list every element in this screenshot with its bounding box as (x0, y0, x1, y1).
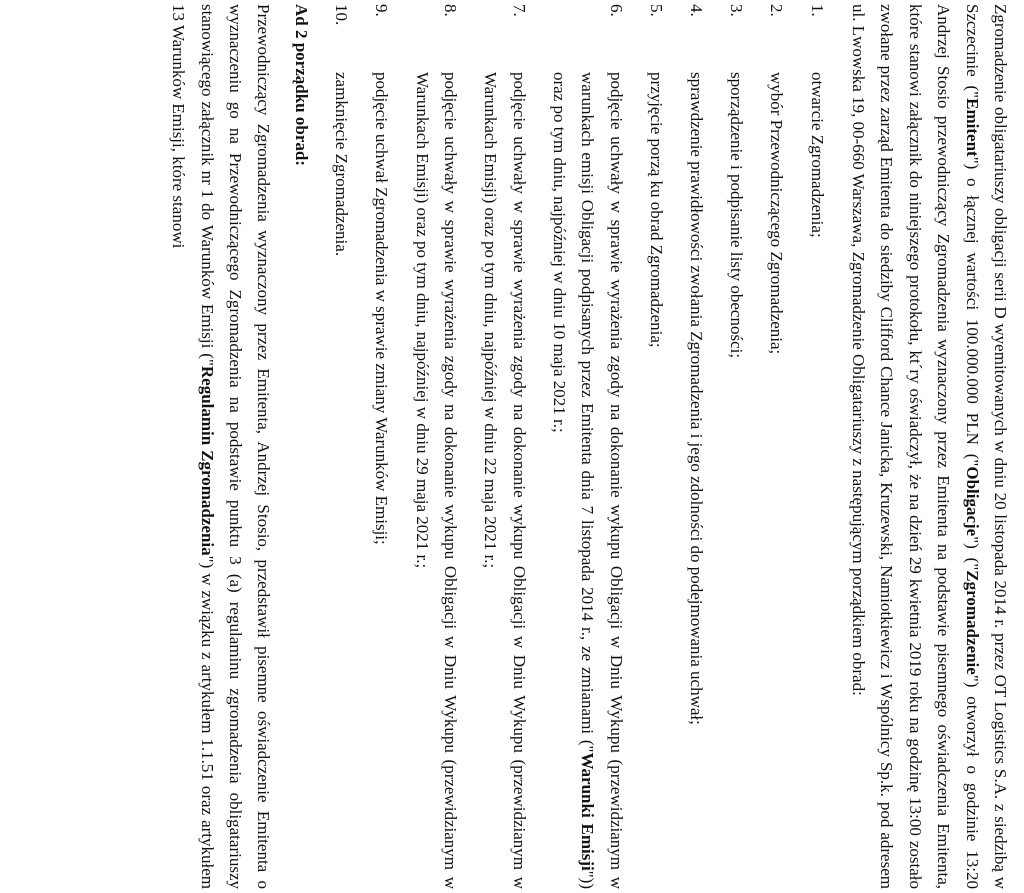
agenda-text: sporządzenie i podpisanie listy obecności; (727, 72, 747, 359)
agenda-text: przyjęcie porzą ku obrad Zgromadzenia; (646, 72, 666, 348)
agenda-text: otwarcie Zgromadzenia; (807, 72, 827, 238)
agenda-item-3 (722, 4, 750, 889)
agenda-text: sprawdzenie prawidłowości zwołania Zgromadzenia i jego zdolności do podejmowania uchwał; (686, 72, 706, 725)
intro-text-3: ") (" (962, 536, 982, 571)
agenda-text: podjęcie uchwały w sprawie wyrażenia zgody na dokonanie wykupu Obligacji w Dniu Wykupu (przewidzianym w Warunkach Emisji) oraz po tym dniu, najpóźniej w dniu 29 maja 2021 r.; (412, 72, 460, 889)
agenda-text-part-1: podjęcie uchwały w sprawie wyrażenia zgody na dokonanie wykupu Obligacji w Dniu Wykupu (przewidzianym w warunkach emisji Obligacji podpisanych przez Emitenta dnia 7 listopada 2014 r., ze zmianami (" (578, 72, 626, 889)
agenda-item-9 (367, 4, 395, 889)
obligacje-term: Obligacje (962, 466, 982, 537)
intro-text-4: ") otworzył o godzinie 13:20 Andrzej Stosio przewodniczący Zgromadzenia wyznaczony przez Emitenta na podstawie pisemnego oświadczenia Emitenta, które stanowi załącznik do niniejszego protokołu, kt´ry oświadczył, że na dzień 29 kwietnia 2019 roku na godzinę 13:00 zostało zwołane przez zarząd Emitenta do siedziby Clifford Chance Janicka, Kruzewski, Namiotkiewicz i Wspólnicy Sp.k. pod adresem ul. Lwowska 19, 00-660 Warszawa, Zgromadzenie Obligatariuszy z następującym porządkiem obrad: (848, 4, 982, 890)
agenda-item-6 (544, 4, 629, 889)
agenda-number: 7. (509, 4, 529, 17)
agenda-number: 4. (686, 4, 706, 17)
agenda-text: podjęcie uchwały w sprawie wyrażenia zgody na dokonanie wykupu Obligacji w Dniu Wykupu (przewidzianym w Warunkach Emisji) oraz po tym dniu, najpóźniej w dniu 22 maja 2021 r.; (481, 72, 529, 889)
agenda-text: podjęcie uchwał Zgromadzenia w sprawie zmiany Warunków Emisji; (372, 72, 392, 545)
warunki-emisji-term: Warunki Emisji (578, 752, 598, 871)
regulamin-term: Regulamin Zgromadzenia (197, 365, 217, 556)
agenda-list (327, 4, 831, 889)
section-text-2: ") w związku z artykułem 1.1.51 oraz artykułem 13 Warunków Emisji, które stanowi (169, 4, 217, 889)
zgromadzenie-term: Zgromadzenie (962, 570, 982, 675)
emitent-term: Emitent (962, 98, 982, 157)
agenda-item-7 (476, 4, 533, 889)
intro-text-2: ") o łącznej wartości 100.000.000 PLN (" (962, 156, 982, 467)
agenda-number: 5. (646, 4, 666, 17)
intro-text-1: Zgromadzenie obligatariuszy obligacji serii D wyemitowanych w dniu 20 listopada 2014 r. przez OT Logistics S.A. z siedzibą w Szczecinie (" (962, 4, 1010, 889)
agenda-item-10 (327, 4, 355, 889)
intro-paragraph (844, 4, 1014, 889)
agenda-item-1 (802, 4, 830, 889)
agenda-text: zamknięcie Zgromadzenia. (332, 72, 352, 257)
agenda-number: 8. (440, 4, 460, 17)
section-heading: Ad 2 porządku obrad: (291, 4, 311, 167)
agenda-item-5 (641, 4, 669, 889)
agenda-number: 1. (807, 4, 827, 17)
agenda-number: 3. (727, 4, 747, 17)
agenda-number: 10. (332, 4, 352, 26)
agenda-number: 6. (606, 4, 626, 17)
agenda-item-4 (682, 4, 710, 889)
agenda-item-8 (407, 4, 464, 889)
agenda-item-2 (762, 4, 790, 889)
agenda-number: 2. (767, 4, 787, 17)
section-text-1: Przewodniczący Zgromadzenia wyznaczony przez Emitenta, Andrzej Stosio, przedstawił pisemne oświadczenie Emitenta o wyznaczeniu go na Przewodniczącego Zgromadzenia na podstawie punktu 3 (a) regulaminu zgromadzenia obligatariuszy stanowiącego załącznik nr 1 do Warunków Emisji (" (197, 4, 274, 889)
agenda-text: wybór Przewodniczącego Zgromadzenia; (767, 72, 787, 355)
agenda-text-part-2: ")) oraz po tym dniu, najpóźniej w dniu 10 maja 2021 r.; (549, 72, 598, 889)
agenda-number: 9. (372, 4, 392, 17)
section-paragraph (164, 4, 278, 889)
